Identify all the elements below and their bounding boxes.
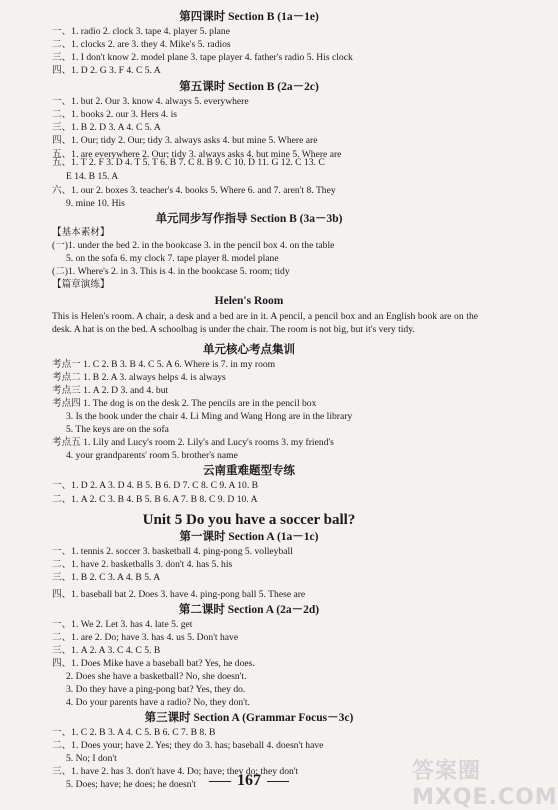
answer-line: 一、1. radio 2. clock 3. tape 4. player 5. plane [52,26,230,37]
page-number-text: 167 [237,772,261,789]
answer-line: 二、1. are 2. Do; have 3. has 4. us 5. Don't have [52,632,239,643]
answer-line: 四、1. Our; tidy 2. Our; tidy 3. always asks 4. but mine 5. Where are [52,135,318,146]
answer-line: 考点五 1. Lily and Lucy's room 2. Lily's and Lucy's rooms 3. my friend's [52,437,334,448]
answer-line: 3. Is the book under the chair 4. Li Ming and Wang Hong are in the library [66,411,353,422]
answer-line: 五、1. T 2. F 3. D 4. T 5. T 6. B 7. C 8. B 9. C 10. D 11. G 12. C 13. C [52,157,325,168]
answer-line: 【篇章演练】 [52,279,110,290]
answer-line: 三、1. B 2. C 3. A 4. B 5. A [52,572,161,583]
answer-line: 2. Does she have a basketball? No, she doesn't. [66,671,247,682]
answer-line: 四、1. Does Mike have a baseball bat? Yes, he does. [52,658,255,669]
answer-line: 二、1. A 2. C 3. B 4. B 5. B 6. A 7. B 8. C 9. D 10. A [52,494,258,505]
answer-line: 二、1. Does your; have 2. Yes; they do 3. has; baseball 4. doesn't have [52,740,324,751]
answer-line: 考点四 1. The dog is on the desk 2. The pencils are in the pencil box [52,398,317,409]
answer-line: 考点一 1. C 2. B 3. B 4. C 5. A 6. Where is 7. in my room [52,359,276,370]
answer-line: 三、1. A 2. A 3. C 4. C 5. B [52,645,161,656]
section-heading: 第三课时 Section A (Grammar Focus－3c) [144,712,354,724]
answer-line: 一、1. tennis 2. soccer 3. basketball 4. ping-pong 5. volleyball [52,546,293,557]
answer-line: 考点三 1. A 2. D 3. and 4. but [52,385,169,396]
answer-line: (二)1. Where's 2. in 3. This is 4. in the bookcase 5. room; tidy [52,266,290,277]
section-heading: 单元核心考点集训 [203,344,295,356]
answer-line: (一)1. under the bed 2. in the bookcase 3. in the pencil box 4. on the table [52,240,335,251]
section-heading: 云南重难题型专练 [203,465,295,477]
answer-line: 5. No; I don't [66,753,117,764]
section-heading: 第五课时 Section B (2a－2c) [179,81,319,93]
answer-line: 3. Do they have a ping-pong bat? Yes, they do. [66,684,246,695]
answer-line: 四、1. D 2. G 3. F 4. C 5. A [52,65,161,76]
watermark-text: 答案圈 MXQE.COM [412,759,558,810]
answer-line: 二、1. have 2. basketballs 3. don't 4. has 5. his [52,559,233,570]
section-heading: 第四课时 Section B (1a－1e) [179,11,319,23]
section-heading: Helen's Room [214,295,284,307]
answer-line: 5. on the sofa 6. my clock 7. tape player 8. model plane [66,253,279,264]
answer-line: 一、1. We 2. Let 3. has 4. late 5. get [52,619,193,630]
answer-line: 三、1. I don't know 2. model plane 3. tape player 4. father's radio 5. His clock [52,52,353,63]
answer-line: 三、1. have 2. has 3. don't have 4. Do; have; they do; they don't [52,766,299,777]
answer-line: 一、1. but 2. Our 3. know 4. always 5. everywhere [52,96,249,107]
section-heading: 第一课时 Section A (1a－1c) [179,531,319,543]
answer-line: E 14. B 15. A [66,171,119,182]
answer-line: 一、1. C 2. B 3. A 4. C 5. B 6. C 7. B 8. B [52,727,216,738]
section-heading: 单元同步写作指导 Section B (3a－3b) [155,213,343,225]
answer-line: 5. Does; have; he does; he doesn't [66,779,196,790]
answer-line: 考点二 1. B 2. A 3. always helps 4. is always [52,372,226,383]
answer-line: 六、1. our 2. boxes 3. teacher's 4. books 5. Where 6. and 7. aren't 8. They [52,185,336,196]
answer-line: 五、1. are everywhere 2. Our; tidy 3. always asks 4. but mine 5. Where are [52,149,342,160]
answer-line: 一、1. D 2. A 3. D 4. B 5. B 6. D 7. C 8. C 9. A 10. B [52,480,259,491]
answer-line: 5. The keys are on the sofa [66,424,169,435]
section-heading: Unit 5 Do you have a soccer ball? [142,512,356,528]
answer-line: 二、1. clocks 2. are 3. they 4. Mike's 5. radios [52,39,231,50]
answer-line: 4. your grandparents' room 5. brother's name [66,450,238,461]
answer-line: 4. Do your parents have a radio? No, they don't. [66,697,250,708]
answer-line: 二、1. books 2. our 3. Hers 4. is [52,109,177,120]
answer-line: 【基本素材】 [52,227,110,238]
answer-line: 三、1. B 2. D 3. A 4. C 5. A [52,122,161,133]
answer-line: 四、1. baseball bat 2. Does 3. have 4. ping-pong ball 5. These are [52,589,306,600]
answer-line: 9. mine 10. His [66,198,125,209]
watermark-logo [412,754,558,810]
section-heading: 第二课时 Section A (2a－2d) [178,604,320,616]
helens-room-paragraph: This is Helen's room. A chair, a desk and a bed are in it. A pencil, a pencil box and an English book are on the desk. A hat is on the bed. A schoolbag is under the chair. The room is not big, but it's very tidy. [52,311,478,335]
